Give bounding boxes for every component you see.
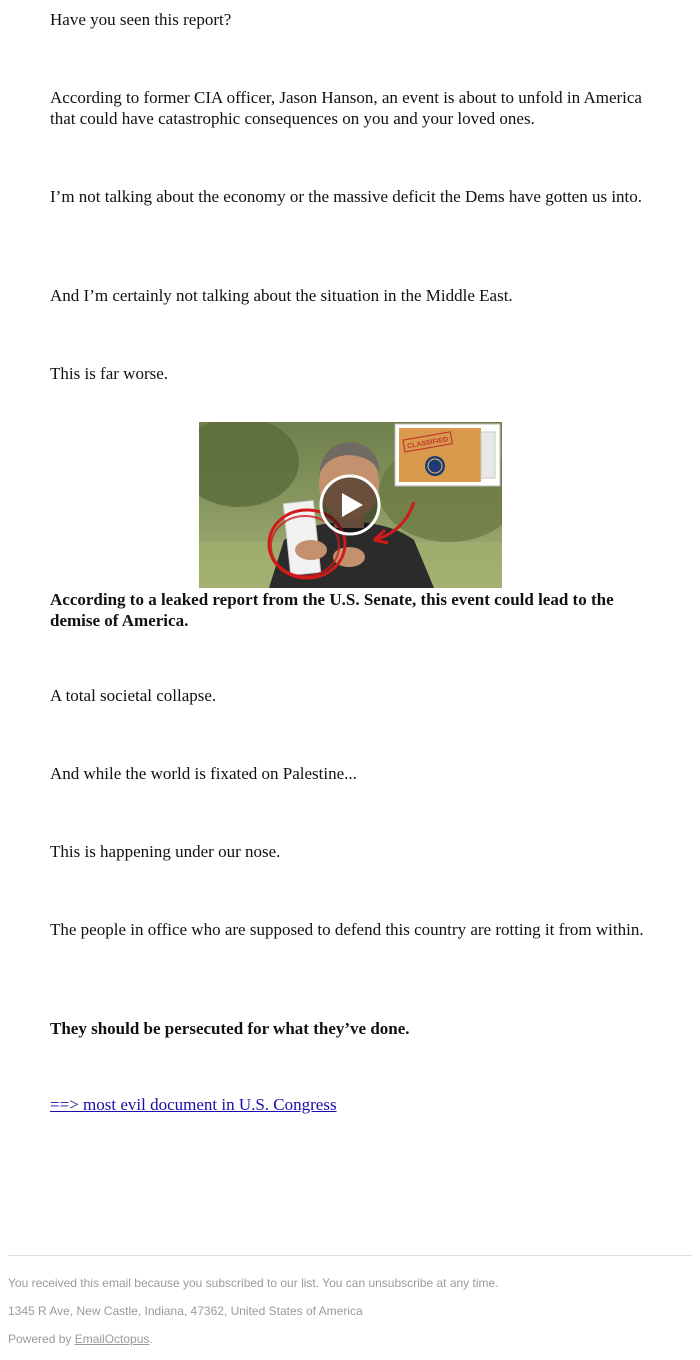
paragraph-palestine: And while the world is fixated on Palestine... <box>50 764 357 783</box>
paragraph-persecuted: They should be persecuted for what they’ve done. <box>50 1019 410 1038</box>
classified-stamp-text: CLASSIFIED <box>406 436 450 451</box>
paragraph-not-middle-east: And I’m certainly not talking about the situation in the Middle East. <box>50 286 513 305</box>
paragraph-societal-collapse: A total societal collapse. <box>50 686 217 705</box>
footer-powered-prefix: Powered by <box>8 1332 75 1346</box>
emailoctopus-link[interactable]: EmailOctopus <box>74 1332 150 1346</box>
cta-link[interactable]: ==> most evil document in U.S. Congress <box>50 1095 337 1114</box>
footer-subscription-notice: You received this email because you subscribed to our list. You can unsubscribe at any time. <box>8 1276 499 1290</box>
video-thumbnail[interactable] <box>199 422 502 588</box>
paragraph-leaked-report: According to a leaked report from the U.S. Senate, this event could lead to the demise of America. <box>50 590 614 630</box>
paragraph-under-nose: This is happening under our nose. <box>50 842 281 861</box>
footer-address: 1345 R Ave, New Castle, Indiana, 47362, United States of America <box>8 1304 363 1318</box>
footer-powered-by <box>8 1331 692 1347</box>
video-thumbnail-image <box>199 422 502 588</box>
paragraph-cia-officer: According to former CIA officer, Jason Hanson, an event is about to unfold in America that could have catastrophic consequences on you and your loved ones. <box>50 88 642 128</box>
paragraph-rotting-within: The people in office who are supposed to defend this country are rotting it from within. <box>50 920 644 939</box>
cta-paragraph <box>50 1094 660 1115</box>
paragraph-not-economy: I’m not talking about the economy or the massive deficit the Dems have gotten us into. <box>50 187 643 206</box>
paragraph-far-worse: This is far worse. <box>50 364 169 383</box>
footer-powered-suffix: . <box>149 1332 153 1346</box>
paragraph-intro-question: Have you seen this report? <box>50 10 232 29</box>
footer-divider <box>8 1255 692 1256</box>
